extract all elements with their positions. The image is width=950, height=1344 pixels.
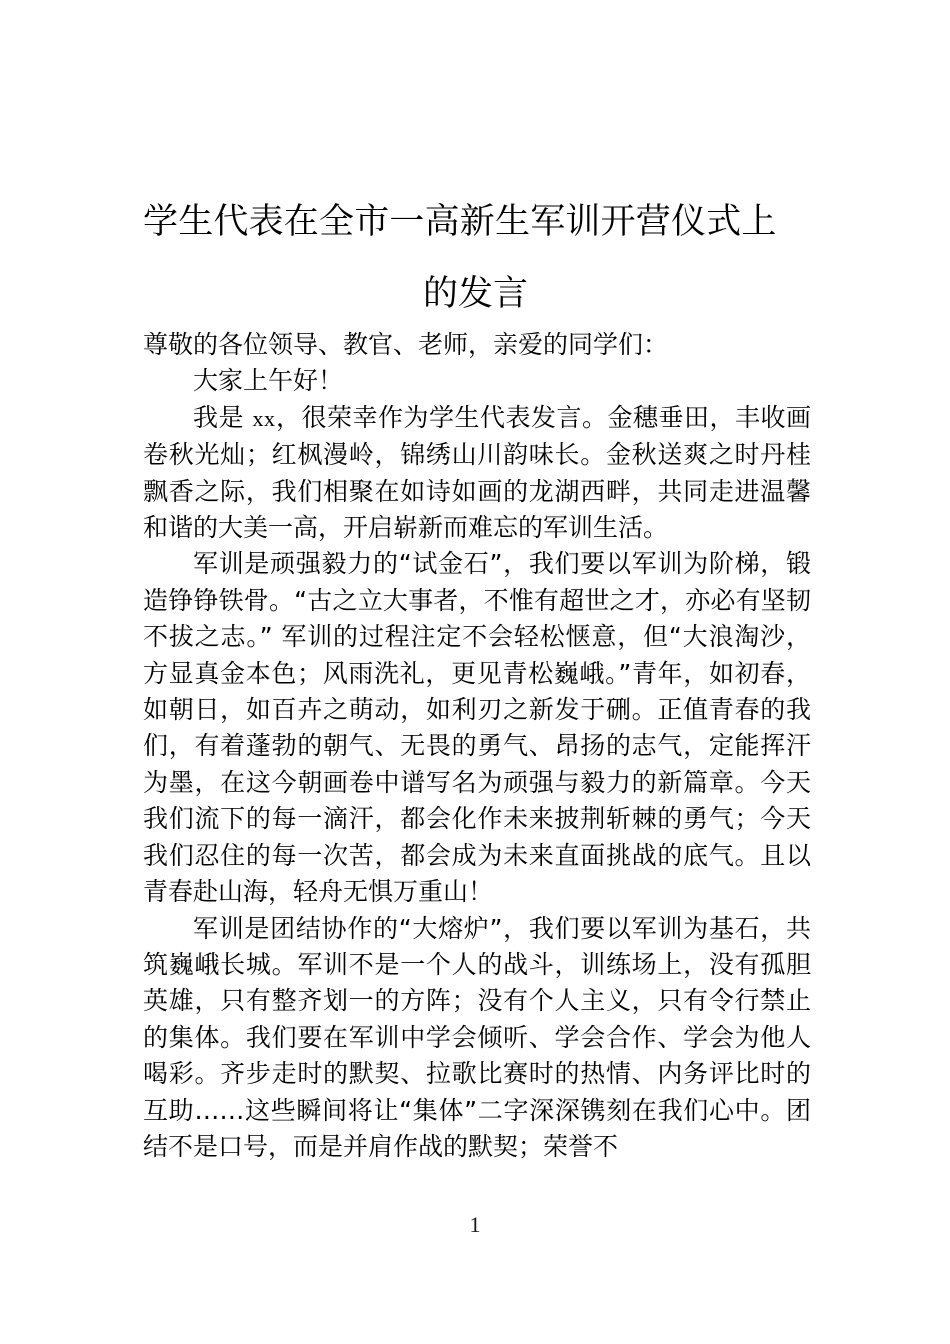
- paragraph-intro: [143, 400, 811, 547]
- page-title: [143, 186, 808, 330]
- page-number: 1: [469, 1212, 481, 1237]
- paragraph-greeting: 大家上午好！: [193, 366, 344, 396]
- page-title-line-2: 的发言: [422, 274, 528, 315]
- paragraph-intro-name-placeholder: xx: [252, 405, 276, 431]
- paragraph-intro-rest: ，很荣幸作为学生代表发言。金穗垂田，丰收画卷秋光灿；红枫漫岭，锦绣山川韵味长。金秋送爽之时丹桂飘香之际，我们相聚在如诗如画的龙湖西畔，共同走进温馨和谐的大美一高，开启崭新而难忘的军训生活。: [143, 402, 811, 543]
- paragraph-tempering: 军训是顽强毅力的“试金石”，我们要以军训为阶梯，锻造铮铮铁骨。“古之立大事者，不惟有超世之才，亦必有坚韧不拔之志。” 军训的过程注定不会轻松惬意，但“大浪淘沙，方显真金本色；风雨洗礼，更见青松巍峨。”青年，如初春，如朝日，如百卉之萌动，如利刃之新发于硎。正值青春的我们，有着蓬勃的朝气、无畏的勇气、昂扬的志气，定能挥汗为墨，在这今朝画卷中谱写名为顽强与毅力的新篇章。今天我们流下的每一滴汗，都会化作未来披荆斩棘的勇气；今天我们忍住的每一次苦，都会成为未来直面挑战的底气。且以青春赴山海，轻舟无惧万重山！: [143, 549, 811, 907]
- page-title-line-1: 学生代表在全市一高新生军训开营仪式上: [143, 202, 777, 243]
- paragraph-salutation: 尊敬的各位领导、教官、老师，亲爱的同学们：: [143, 330, 669, 359]
- paragraph-intro-lead: 我是: [193, 402, 253, 432]
- paragraph-unity: 军训是团结协作的“大熔炉”，我们要以军训为基石，共筑巍峨长城。军训不是一个人的战斗，训练场上，没有孤胆英雄，只有整齐划一的方阵；没有个人主义，只有令行禁止的集体。我们要在军训中学会倾听、学会合作、学会为他人喝彩。齐步走时的默契、拉歌比赛时的热情、内务评比时的互助……这些瞬间将让“集体”二字深深镌刻在我们心中。团结不是口号，而是并肩作战的默契；荣誉不: [143, 913, 811, 1161]
- document-body: [143, 327, 811, 1165]
